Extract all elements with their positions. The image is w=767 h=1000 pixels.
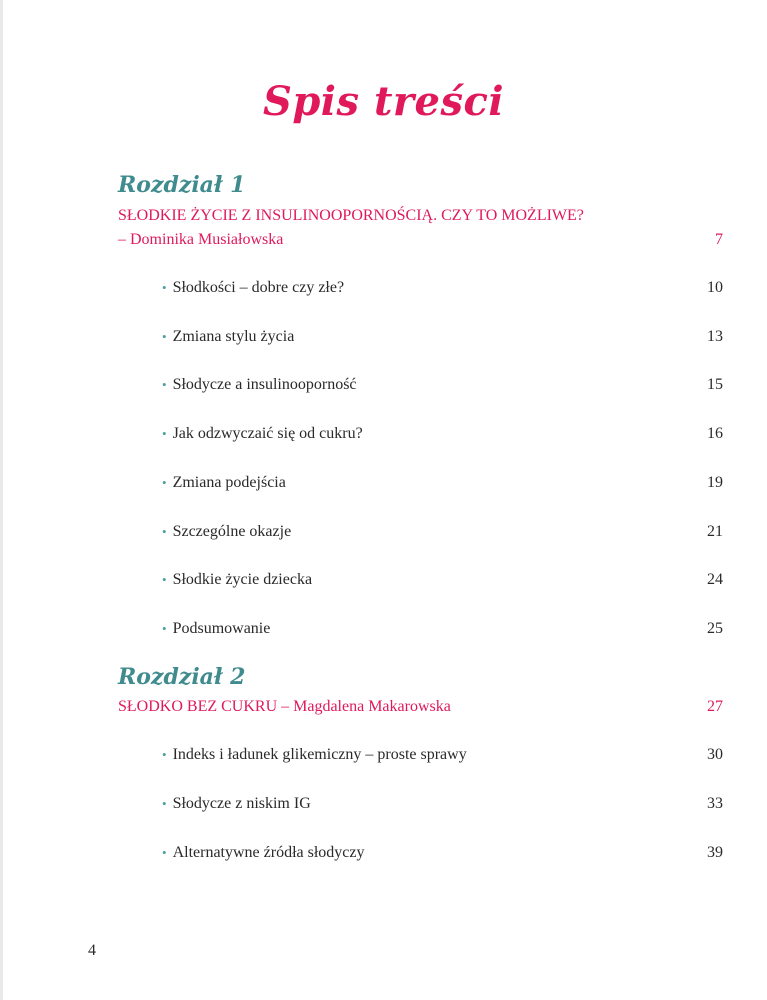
bullet-icon: • (162, 845, 167, 860)
toc-entry (162, 569, 723, 591)
toc-entry (162, 277, 723, 299)
toc-entry-label: Indeks i ładunek glikemiczny – proste sprawy (172, 746, 467, 763)
toc-entry-page: 33 (707, 795, 723, 812)
toc-entry-page: 24 (707, 571, 723, 588)
toc-entry (162, 423, 723, 445)
toc-entry-label: Słodkie życie dziecka (172, 571, 313, 588)
toc-entry-page: 16 (707, 425, 723, 442)
page-title: Spis treści (262, 78, 505, 125)
bullet-icon: • (162, 280, 167, 295)
toc-entry-label: Słodycze a insulinooporność (172, 376, 357, 393)
bullet-icon: • (162, 747, 167, 762)
chapter-1-title-line1 (118, 205, 723, 227)
toc-entry-page: 21 (707, 523, 723, 540)
bullet-icon: • (162, 621, 167, 636)
toc-entry (162, 744, 723, 766)
toc-entry-label: Zmiana podejścia (172, 474, 286, 491)
bullet-icon: • (162, 426, 167, 441)
chapter-2-page: 27 (707, 698, 723, 715)
toc-entry-label: Jak odzwyczaić się od cukru? (172, 425, 363, 442)
toc-entry-page: 25 (707, 620, 723, 637)
toc-entry (162, 326, 723, 348)
bullet-icon: • (162, 377, 167, 392)
toc-entry-label: Szczególne okazje (172, 523, 292, 540)
chapter-2-heading: Rozdział 2 (118, 664, 246, 690)
chapter-1-heading: Rozdział 1 (118, 172, 246, 198)
toc-entry-page: 19 (707, 474, 723, 491)
toc-entry-label: Alternatywne źródła słodyczy (172, 844, 365, 861)
toc-entry (162, 374, 723, 396)
chapter-1-author: – Dominika Musiałowska (118, 231, 284, 248)
chapter-1-title-line2 (118, 229, 723, 251)
toc-entry-page: 39 (707, 844, 723, 861)
toc-entry (162, 521, 723, 543)
toc-entry-label: Słodkości – dobre czy złe? (172, 279, 345, 296)
toc-entry (162, 793, 723, 815)
toc-entry-page: 15 (707, 376, 723, 393)
toc-entry-page: 10 (707, 279, 723, 296)
bullet-icon: • (162, 475, 167, 490)
bullet-icon: • (162, 572, 167, 587)
chapter-2-title-line1 (118, 696, 723, 718)
toc-entry (162, 472, 723, 494)
bullet-icon: • (162, 329, 167, 344)
toc-entry (162, 842, 723, 864)
page-number: 4 (88, 942, 96, 959)
toc-entry-page: 13 (707, 328, 723, 345)
toc-entry (162, 618, 723, 640)
bullet-icon: • (162, 796, 167, 811)
toc-entry-label: Podsumowanie (172, 620, 271, 637)
chapter-1-page: 7 (715, 231, 723, 248)
chapter-2-title-text: SŁODKO BEZ CUKRU – Magdalena Makarowska (118, 698, 451, 715)
toc-entry-label: Słodycze z niskim IG (172, 795, 311, 812)
toc-entry-page: 30 (707, 746, 723, 763)
chapter-1-title-text: SŁODKIE ŻYCIE Z INSULINOOPORNOŚCIĄ. CZY TO MOŻLIWE? (118, 207, 584, 224)
bullet-icon: • (162, 524, 167, 539)
page-edge (0, 0, 3, 1000)
toc-entry-label: Zmiana stylu życia (172, 328, 295, 345)
